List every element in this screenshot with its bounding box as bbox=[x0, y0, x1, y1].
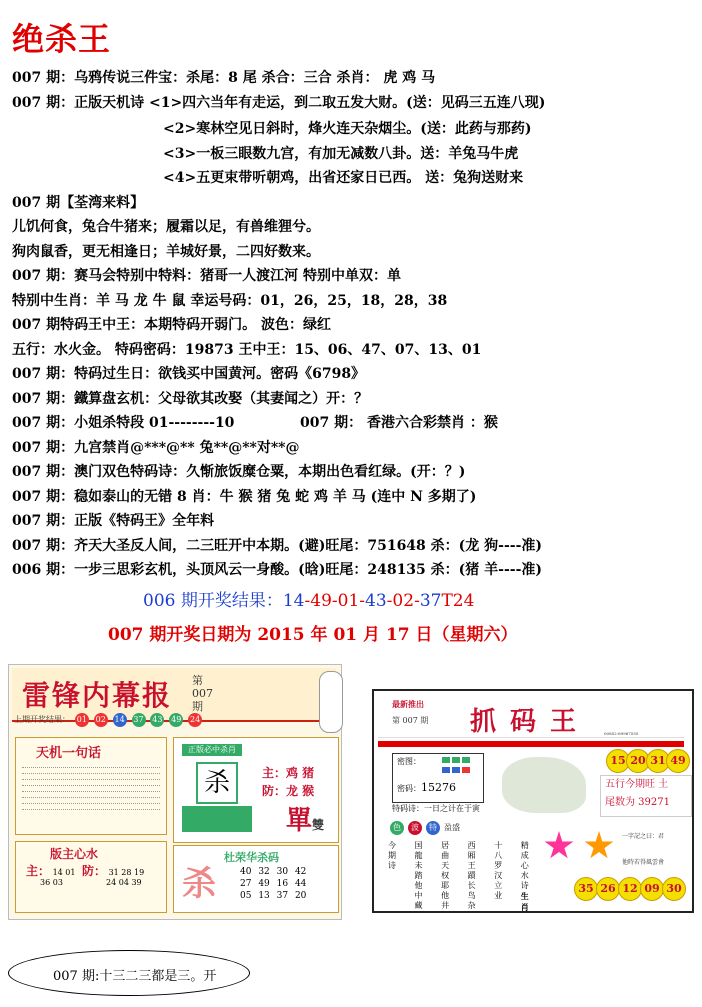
box-title: 版主心水 bbox=[50, 847, 99, 861]
box-numbers: 主： 14 01 36 03 防： 31 28 19 24 04 39 bbox=[26, 864, 145, 887]
bisha-box bbox=[173, 737, 339, 843]
motto: 一字記之曰：君 bbox=[622, 833, 665, 840]
poster-image bbox=[372, 689, 694, 913]
text-line: 007 期【荃湾来料】 bbox=[12, 195, 145, 211]
banzhu-box bbox=[15, 841, 167, 913]
ball: 01 bbox=[75, 713, 89, 727]
prev-result-balls bbox=[12, 713, 336, 729]
note-bubble bbox=[8, 950, 250, 996]
fang-text: 防：龙 猴 bbox=[262, 784, 315, 798]
text-line: 007 期： 香港六合彩禁肖 ：猴 bbox=[300, 415, 498, 431]
text-line: <3>一板三眼数九宫，有加无减数八卦。送：羊兔马牛虎 bbox=[163, 146, 519, 162]
box-numbers: 40 32 30 42 27 49 16 44 05 13 37 20 bbox=[240, 867, 307, 901]
poster-issue: 第 007 期 bbox=[392, 716, 429, 725]
poem-columns: 今期诗 国龍未踏他中藏 居曲天权耶他井 西厢王蹟长鸟杂 十八罗汉立业 精成心水诗 生肖 bbox=[388, 841, 529, 912]
tianji-box bbox=[15, 737, 167, 835]
star-icon bbox=[584, 831, 614, 861]
dan-char: 單雙 bbox=[286, 806, 325, 836]
text-line: 儿饥何食，兔合牛猪来；履霜以足，有兽维狸兮。 bbox=[12, 219, 320, 235]
text-line: 007 期：鐵算盘玄机：父母欲其改娶（其妻闻之）开：？ bbox=[12, 391, 369, 407]
ball: 43 bbox=[150, 713, 164, 727]
text-line: 007 期：澳门双色特码诗：久惭旅饭糜仓粟，本期出色看红绿。(开：？) bbox=[12, 464, 466, 480]
text-line: 007 期：正版天机诗 <1>四六当年有走运，到二取五发大财。(送：见码三五连八现) bbox=[12, 95, 546, 111]
ball: 35 bbox=[574, 877, 598, 901]
result-number: 02 bbox=[392, 591, 415, 611]
text-line: 狗肉鼠香，更无相逢日；羊城好景，二四好数来。 bbox=[12, 244, 320, 260]
text-line: 006 期：一步三思彩玄机，头顶风云一身酸。(晗)旺尾：248135 杀：(猪 羊----准) bbox=[12, 562, 543, 578]
poster-phone: 00852-69967555 bbox=[604, 731, 639, 736]
poster-redbar bbox=[378, 741, 684, 747]
text-line: <4>五更束带听朝鸡，出省还家日已西。 送：兔狗送财来 bbox=[163, 170, 524, 186]
box-rows bbox=[22, 765, 160, 810]
duronghua-box bbox=[173, 845, 339, 913]
text-line: 007 期：齐天大圣反人间，二三旺开中本期。(避)旺尾：751648 杀：(龙 狗----准) bbox=[12, 538, 543, 554]
ball: 49 bbox=[666, 749, 690, 773]
wuxing-box: 五行今期旺 土 尾数为 39271 bbox=[600, 775, 692, 817]
text-line: 007 期：九宫禁肖@***@** 兔**@**对**@ bbox=[12, 440, 300, 456]
ball: 37 bbox=[132, 713, 146, 727]
text-line: <2>寒林空见日斜时，烽火连天杂烟尘。(送：此药与那药) bbox=[163, 121, 532, 137]
poster-name: 抓码王 bbox=[470, 707, 591, 737]
draw-date: 007 期开奖日期为 2015 年 01 月 17 日（星期六） bbox=[108, 625, 518, 645]
text-line: 007 期：正版《特码王》全年料 bbox=[12, 513, 215, 529]
result-number: 43 bbox=[365, 591, 387, 611]
text-line: 007 期：小姐杀特段 01--------10 bbox=[12, 415, 235, 431]
text-line: 007 期：特码过生日：欲钱买中国黄河。密码《6798》 bbox=[12, 366, 366, 382]
ball: 49 bbox=[169, 713, 183, 727]
section-tags: 色 波 特 盈盛 bbox=[390, 821, 464, 835]
special-poem: 特码诗：一日之计在于寅 bbox=[392, 804, 480, 813]
result-number: 37 bbox=[419, 591, 442, 611]
sha-char: 杀 bbox=[196, 762, 238, 804]
ball: 09 bbox=[640, 877, 664, 901]
newspaper-name: 雷锋内幕报 bbox=[22, 679, 173, 712]
result-special: T24 bbox=[441, 591, 475, 611]
ball: 20 bbox=[626, 749, 650, 773]
ball: 15 bbox=[606, 749, 630, 773]
result-number: 14 bbox=[282, 591, 305, 611]
text-line: 五行：水火金。 特码密码：19873 王中王：15、06、47、07、13、01 bbox=[12, 342, 482, 358]
ball: 14 bbox=[113, 713, 127, 727]
box-title: 天机一句话 bbox=[36, 746, 102, 761]
code-graphic bbox=[441, 756, 481, 774]
result-label: 006 期开奖结果： bbox=[143, 591, 283, 611]
text-line: 007 期：赛马会特别中特料：猪哥一人渡江河 特别中单双：单 bbox=[12, 268, 401, 284]
code-box: 密图： 密码：15276 bbox=[392, 753, 484, 803]
ball: 26 bbox=[596, 877, 620, 901]
newspaper-image bbox=[8, 664, 342, 920]
newspaper-issue: 第007期 bbox=[192, 674, 213, 713]
result-number: 01 bbox=[337, 591, 360, 611]
page-title: 绝杀王 bbox=[12, 20, 112, 58]
text-line: 007 期：乌鸦传说三件宝：杀尾：8 尾 杀合：三合 杀肖： 虎 鸡 马 bbox=[12, 70, 436, 86]
zhu-fang bbox=[262, 764, 314, 800]
code-label: 密图： bbox=[397, 757, 421, 766]
ball: 30 bbox=[662, 877, 686, 901]
box-title: 杜荣华杀码 bbox=[224, 851, 279, 864]
text-line: 007 期：稳如泰山的无错 8 肖：牛 猴 猪 兔 蛇 鸡 羊 马 (连中 N 多期了) bbox=[12, 489, 477, 505]
result-number: 49 bbox=[310, 591, 332, 611]
box-tag: 正版必中杀肖 bbox=[182, 744, 242, 756]
pingte-box bbox=[182, 806, 252, 832]
motto2: 他時若得風雲會 bbox=[622, 859, 665, 866]
sha-char: 杀 bbox=[182, 864, 216, 904]
text-line: 特别中生肖：羊 马 龙 牛 鼠 幸运号码：01，26，25，18，28，38 bbox=[12, 293, 448, 309]
dragon-image bbox=[502, 757, 586, 813]
text-line: 007 期特码王中王：本期特码开弱门。 波色：绿红 bbox=[12, 317, 331, 333]
draw-result: 006 期开奖结果：14-49-01-43-02-37T24 bbox=[143, 591, 475, 611]
ball: 12 bbox=[618, 877, 642, 901]
ball: 31 bbox=[646, 749, 670, 773]
zhu-text: 主：鸡 猪 bbox=[262, 766, 315, 780]
ball: 24 bbox=[188, 713, 202, 727]
ball: 02 bbox=[94, 713, 108, 727]
note-text: 007 期:十三二三都是三。开 bbox=[53, 969, 217, 984]
star-icon bbox=[544, 831, 574, 861]
poster-new: 最新推出 bbox=[392, 699, 424, 709]
prev-label: 上期开奖结果： bbox=[14, 715, 70, 724]
